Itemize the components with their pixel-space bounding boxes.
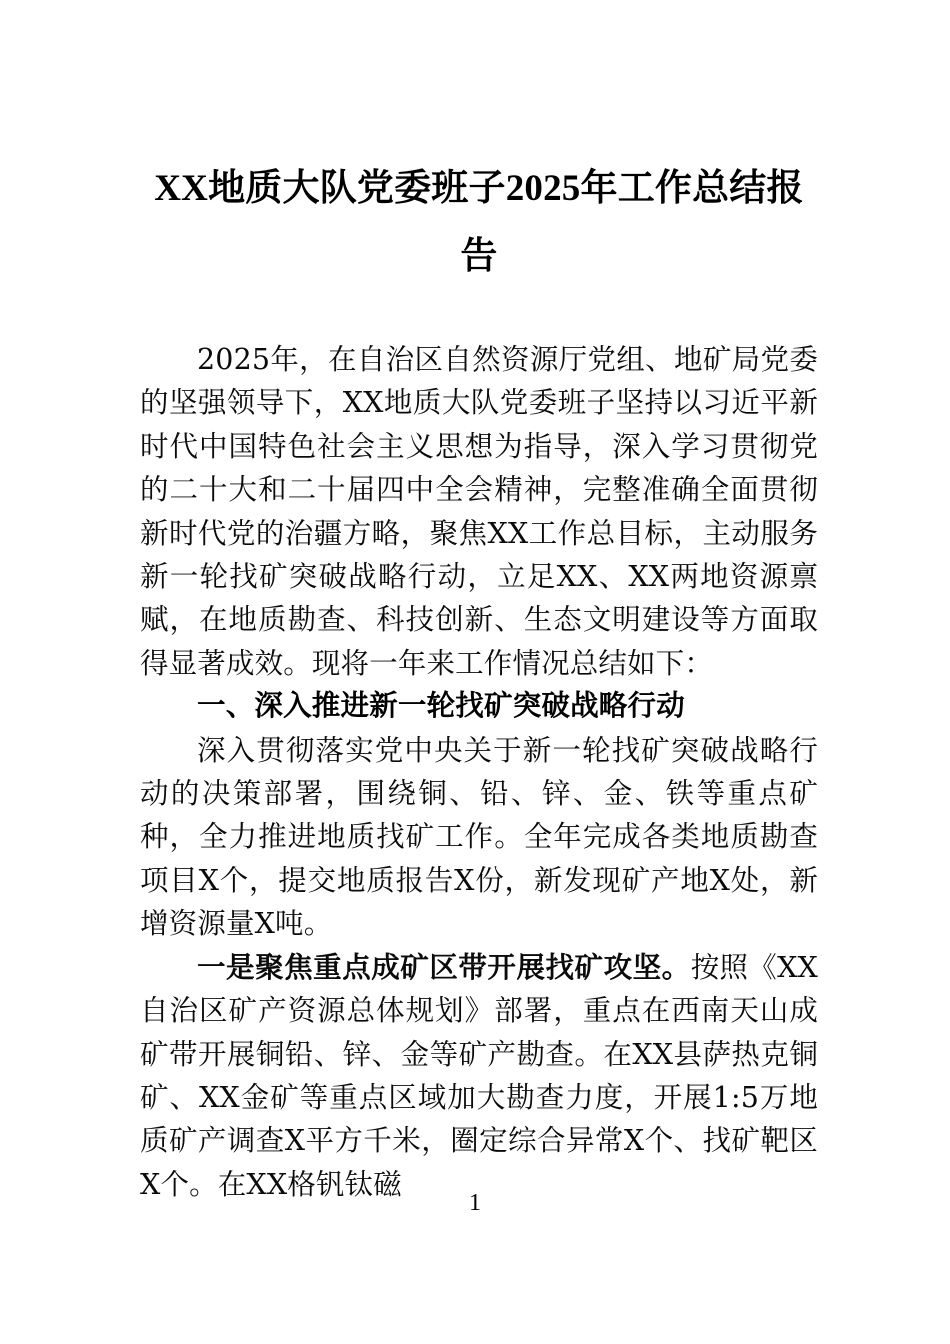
page-title: XX地质大队党委班子2025年工作总结报告 [154,168,804,277]
page-number: 1 [469,1190,481,1216]
item-1-lead-in: 一是聚焦重点成矿区带开展找矿攻坚。 [197,949,691,984]
section-1-paragraph: 深入贯彻落实党中央关于新一轮找矿突破战略行动的决策部署，围绕铜、铅、锌、金、铁等重点矿种，全力推进地质找矿工作。全年完成各类地质勘查项目X个，提交地质报告X份，新发现矿产地X处，新增资源量X吨。 [140,733,818,941]
item-1-body-text: 按照《XX自治区矿产资源总体规划》部署，重点在西南天山成矿带开展铜铅、锌、金等矿产勘查。在XX县萨热克铜矿、XX金矿等重点区域加大勘查力度，开展1:5万地质矿产调查X平方千米，圈定综合异常X个、找矿靶区X个。在XX格钒钛磁 [140,950,818,1201]
item-1-paragraph [140,946,818,1206]
document-body-column [140,0,818,1206]
opening-paragraph: 2025年，在自治区自然资源厅党组、地矿局党委的坚强领导下，XX地质大队党委班子坚持以习近平新时代中国特色社会主义思想为指导，深入学习贯彻党的二十大和二十届四中全会精神，完整准确全面贯彻新时代党的治疆方略，聚焦XX工作总目标，主动服务新一轮找矿突破战略行动，立足XX、XX两地资源禀赋，在地质勘查、科技创新、生态文明建设等方面取得显著成效。现将一年来工作情况总结如下： [140,343,818,680]
section-heading-1: 一、深入推进新一轮找矿突破战略行动 [197,690,685,723]
